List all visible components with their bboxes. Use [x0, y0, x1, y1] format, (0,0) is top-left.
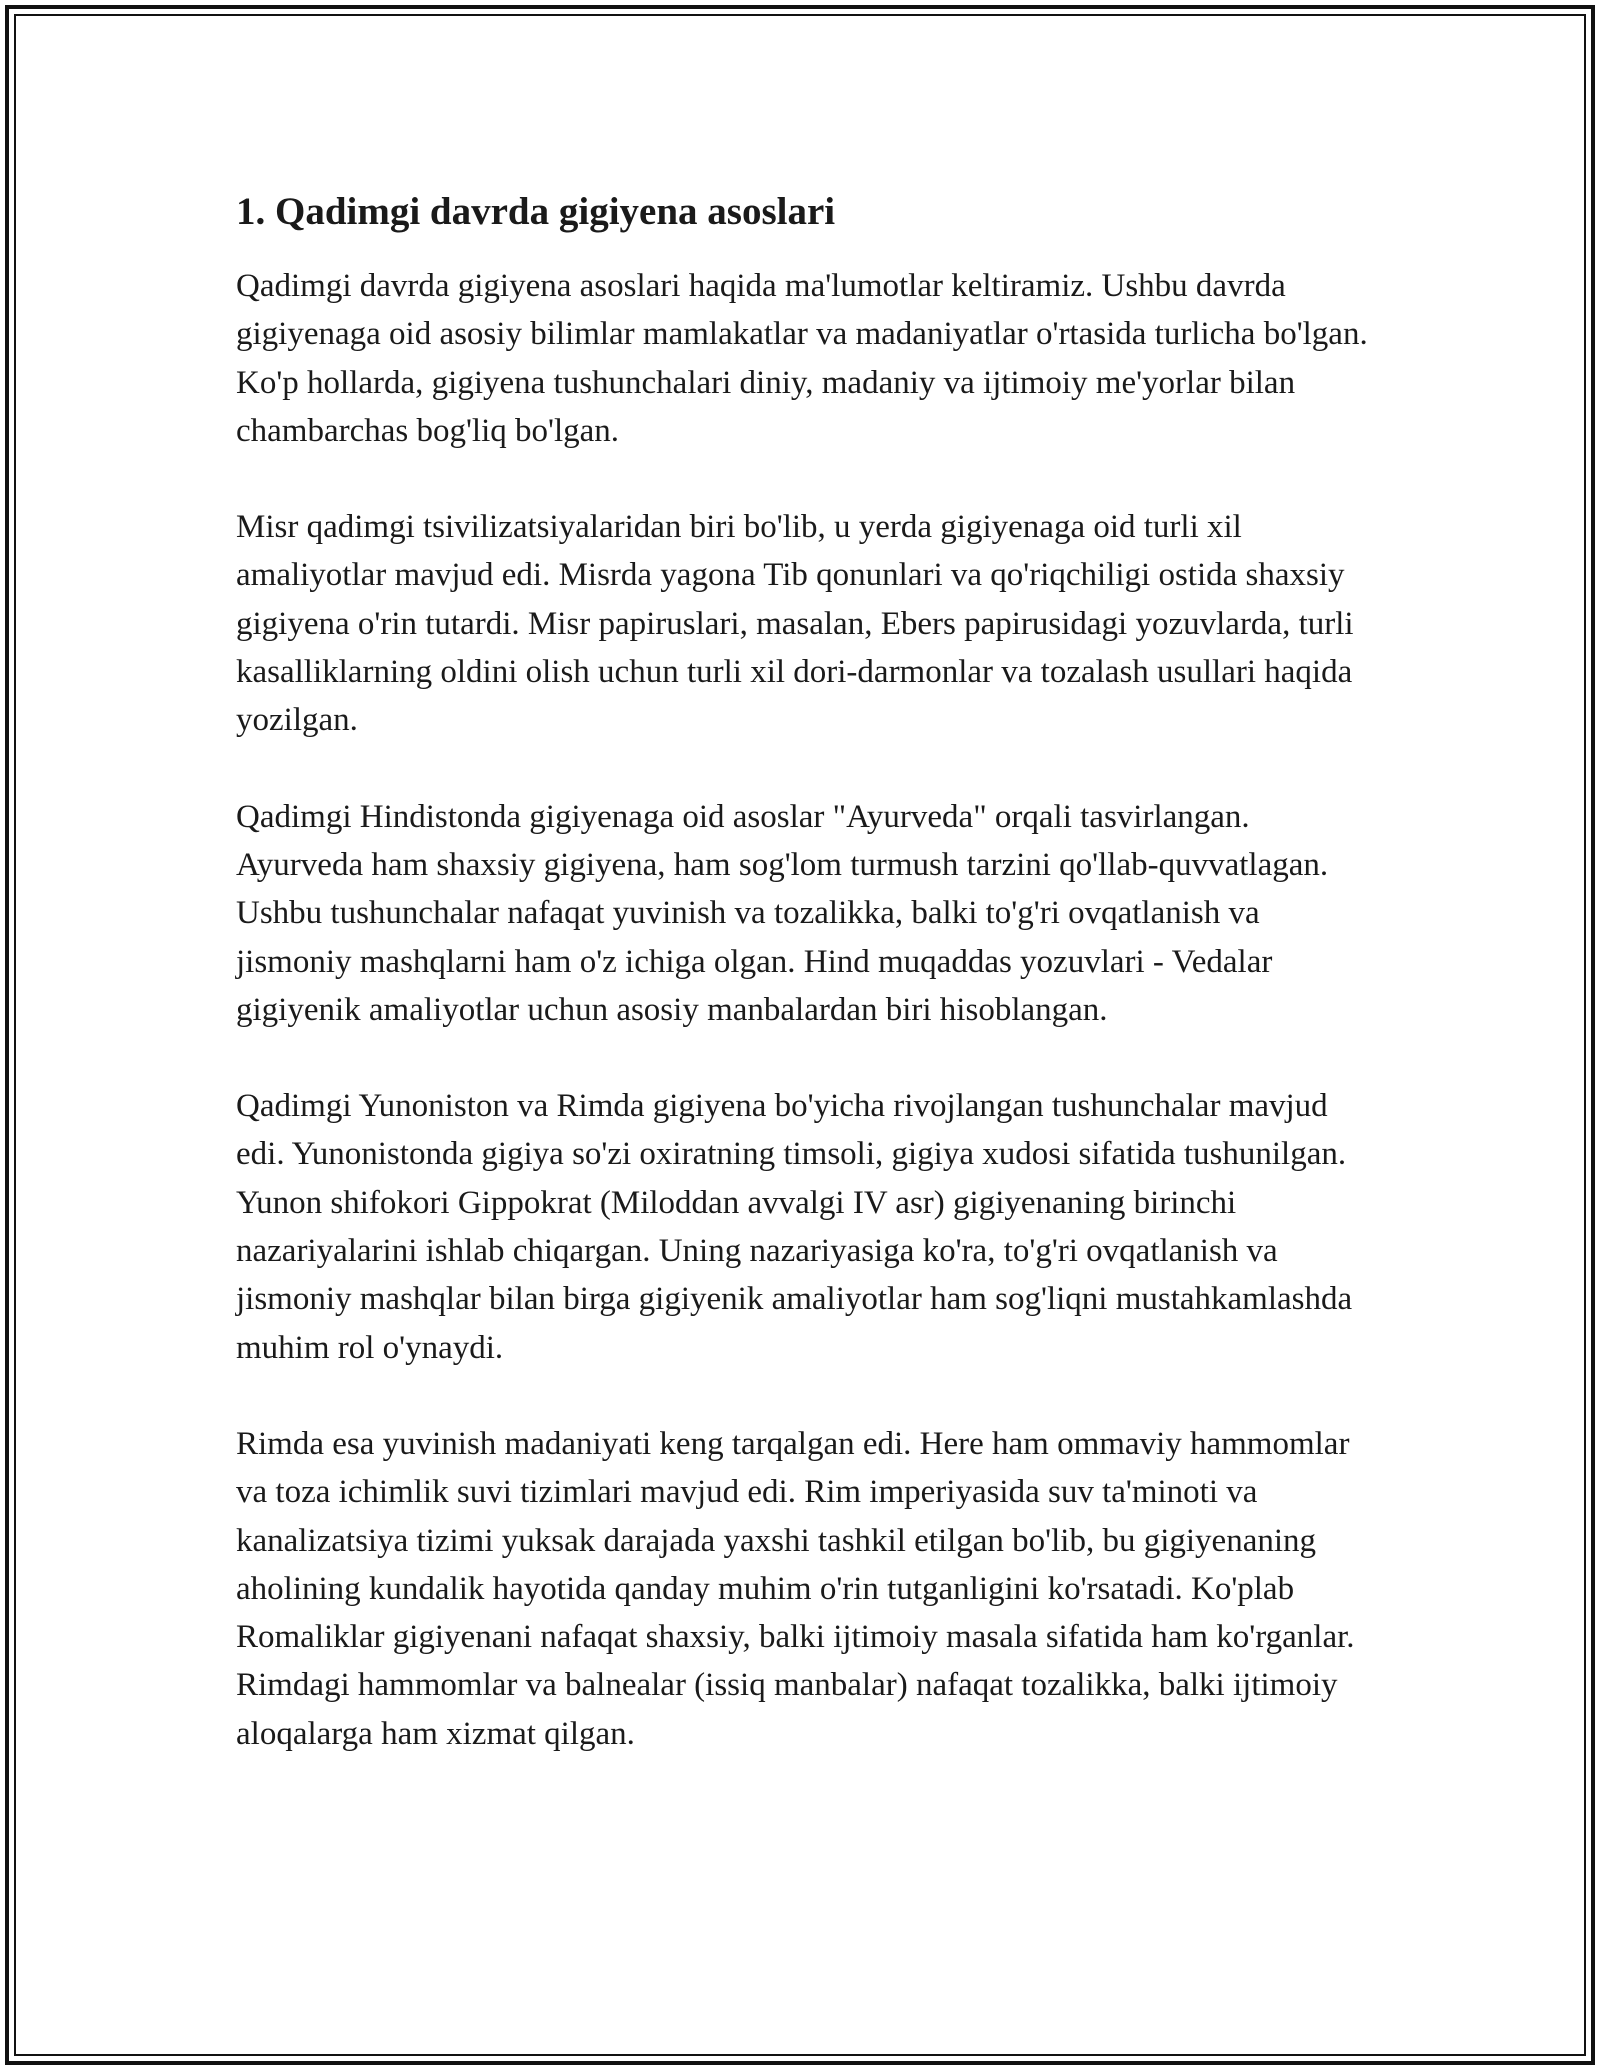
paragraph-greece-rome: Qadimgi Yunoniston va Rimda gigiyena bo'yicha rivojlangan tushunchalar mavjud edi. Yunonistonda gigiya so'zi oxiratning timsoli, gigiya xudosi sifatida tushunilgan. Yunon shifokori Gippokrat (Miloddan avvalgi IV asr) gigiyenaning birinchi nazariyalarini ishlab chiqargan. Uning nazariyasiga ko'ra, to'g'ri ovqatlanish va jismoniy mashqlar bilan birga gigiyenik amaliyotlar ham sog'liqni mustahkamlashda muhim rol o'ynaydi.: [236, 1088, 1353, 1366]
paragraph-rome: Rimda esa yuvinish madaniyati keng tarqalgan edi. Here ham ommaviy hammomlar va toza ichimlik suvi tizimlari mavjud edi. Rim imperiyasida suv ta'minoti va kanalizatsiya tizimi yuksak darajada yaxshi tashkil etilgan bo'lib, bu gigiyenaning aholining kundalik hayotida qanday muhim o'rin tutganligini ko'rsatadi. Ko'plab Romaliklar gigiyenani nafaqat shaxsiy, balki ijtimoiy masala sifatida ham ko'rganlar. Rimdagi hammomlar va balnealar (issiq manbalar) nafaqat tozalikka, balki ijtimoiy aloqalarga ham xizmat qilgan.: [236, 1425, 1355, 1752]
paragraph-intro: Qadimgi davrda gigiyena asoslari haqida ma'lumotlar keltiramiz. Ushbu davrda gigiyenaga oid asosiy bilimlar mamlakatlar va madaniyatlar o'rtasida turlicha bo'lgan. Ko'p hollarda, gigiyena tushunchalari diniy, madaniy va ijtimoiy me'yorlar bilan chambarchas bog'liq bo'lgan.: [236, 268, 1368, 449]
paragraph-egypt: Misr qadimgi tsivilizatsiyalaridan biri bo'lib, u yerda gigiyenaga oid turli xil amaliyotlar mavjud edi. Misrda yagona Tib qonunlari va qo'riqchiligi ostida shaxsiy gigiyena o'rin tutardi. Misr papiruslari, masalan, Ebers papirusidagi yozuvlarda, turli kasalliklarning oldini olish uchun turli xil dori-darmonlar va tozalash usullari haqida yozilgan.: [236, 509, 1354, 739]
paragraph-india: Qadimgi Hindistonda gigiyenaga oid asoslar "Ayurveda" orqali tasvirlangan. Ayurveda ham shaxsiy gigiyena, ham sog'lom turmush tarzini qo'llab-quvvatlagan. Ushbu tushunchalar nafaqat yuvinish va tozalikka, balki to'g'ri ovqatlanish va jismoniy mashqlarni ham o'z ichiga olgan. Hind muqaddas yozuvlari - Vedalar gigiyenik amaliyotlar uchun asosiy manbalardan biri hisoblangan.: [236, 798, 1329, 1028]
document-body: [236, 186, 1376, 1806]
section-heading: 1. Qadimgi davrda gigiyena asoslari: [236, 190, 836, 233]
